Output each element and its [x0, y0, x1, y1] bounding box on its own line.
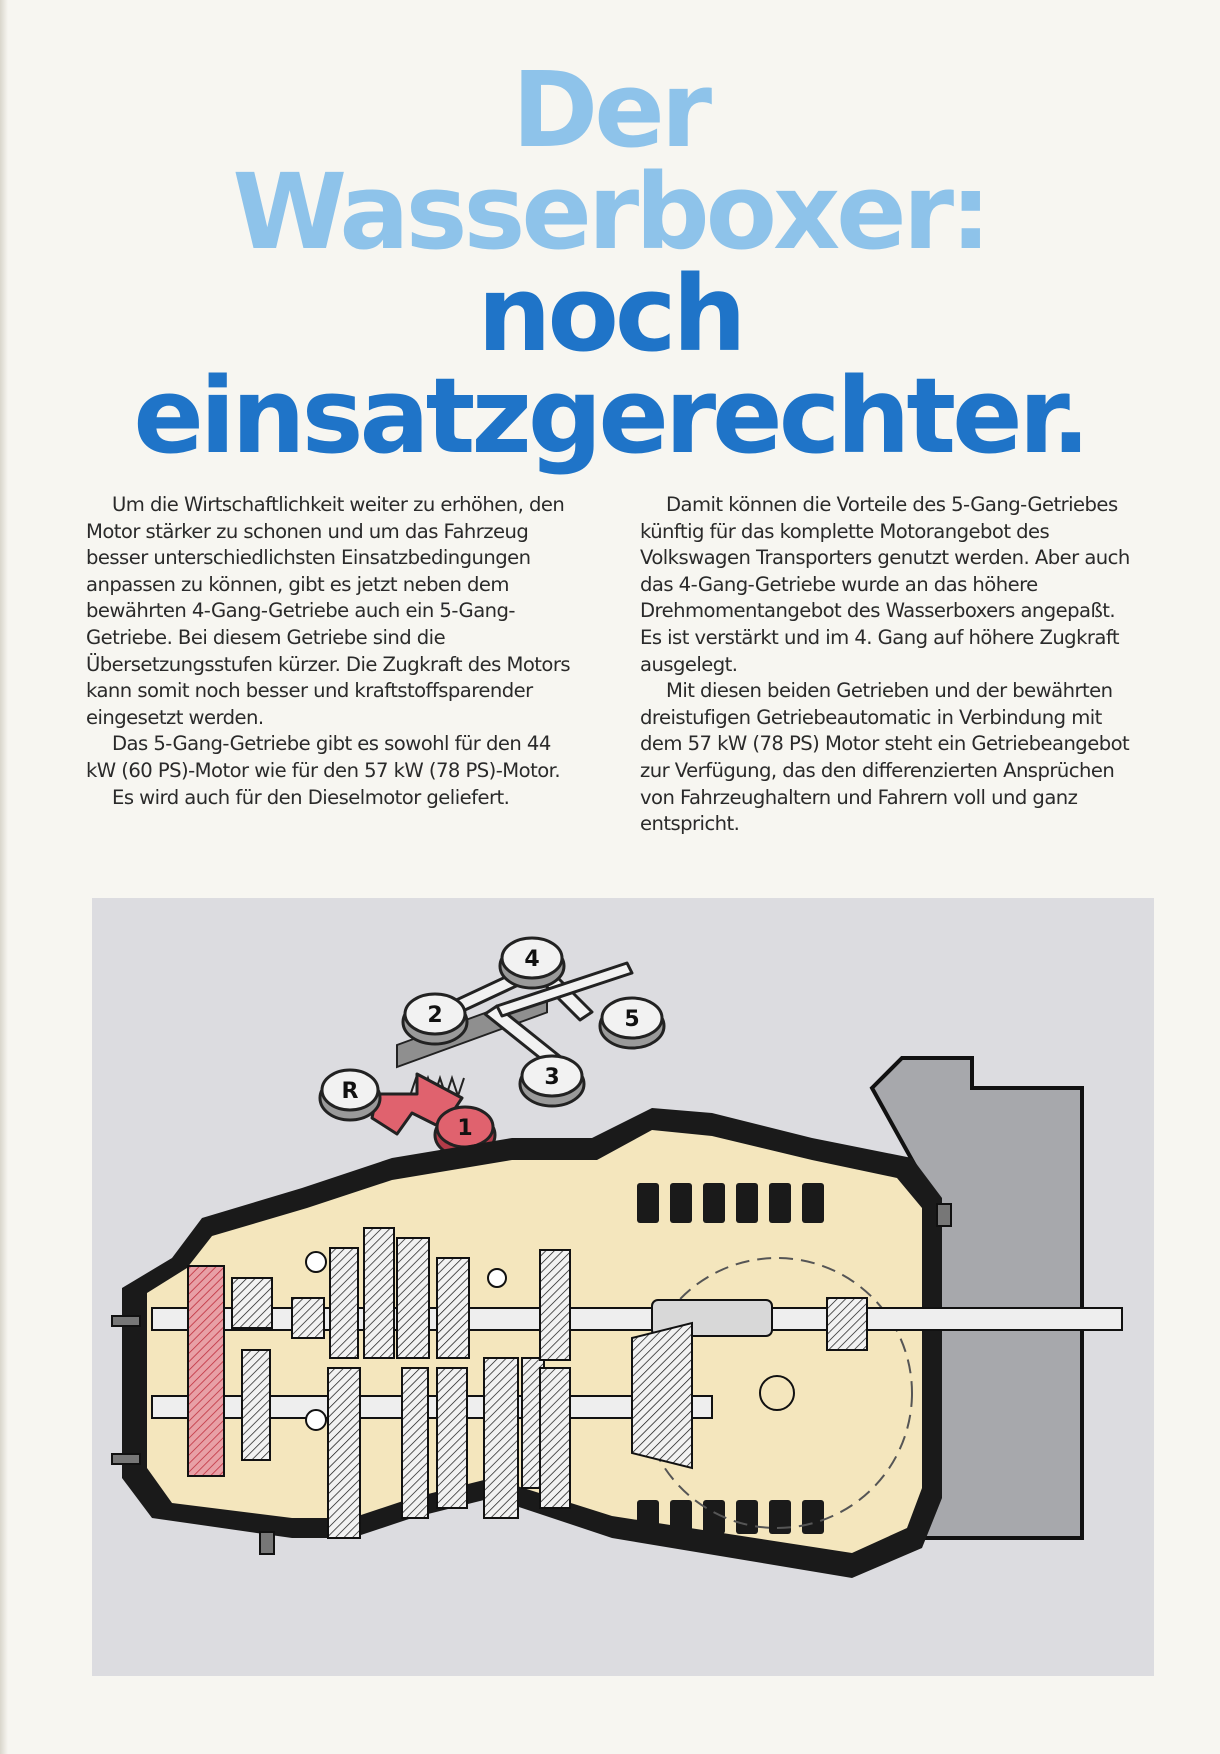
gear-disc-r: [320, 1070, 380, 1120]
body-paragraph: Mit diesen beiden Getrieben und der bewährten dreistufigen Getriebeautomatic in Verbindung mit dem 57 kW (78 PS) Motor steht ein Getriebeangebot zur Verfügung, das den differenzierten Ansprüchen von Fahrzeughaltern und Fahrern voll und ganz entspricht.: [640, 679, 1130, 836]
gear-label-r: R: [341, 1079, 359, 1104]
body-paragraph: Es wird auch für den Dieselmotor geliefert.: [112, 785, 510, 809]
gearbox-cutaway-drawing: [92, 898, 1154, 1676]
headline-line-noch: noch: [477, 252, 743, 375]
gearbox-illustration: [92, 898, 1154, 1676]
gear-disc-3: [520, 1056, 584, 1106]
headline-line-einsatzgerechter: einsatzgerechter.: [133, 354, 1087, 477]
gear-disc-2: [403, 994, 467, 1044]
body-left-column: [86, 492, 571, 811]
gear-disc-4: [500, 938, 564, 988]
body-right-column: [640, 492, 1130, 838]
headline-line-wasserboxer: Wasserboxer:: [232, 150, 988, 273]
body-paragraph: Um die Wirtschaftlichkeit weiter zu erhöhen, den Motor stärker zu schonen und um das Fahrzeug besser unterschiedlichsten Einsatzbedingungen anpassen zu können, gibt es jetzt neben dem bewährten 4-Gang-Getriebe auch ein 5-Gang-Getriebe. Bei diesem Getriebe sind die Übersetzungsstufen kürzer. Die Zugkraft des Motors kann somit noch besser und kraftstoffsparender eingesetzt werden.: [86, 493, 571, 729]
gear-label-5: 5: [624, 1007, 640, 1032]
gear-label-1: 1: [457, 1116, 473, 1141]
gear-label-3: 3: [544, 1065, 560, 1090]
shift-gate-diagram: [320, 938, 664, 1157]
body-paragraph: Das 5-Gang-Getriebe gibt es sowohl für den 44 kW (60 PS)-Motor wie für den 57 kW (78 PS)-Motor.: [86, 732, 561, 782]
headline: [0, 49, 1220, 477]
gear-label-4: 4: [524, 947, 540, 972]
gear-label-2: 2: [427, 1003, 443, 1028]
gear-disc-5: [600, 998, 664, 1048]
body-paragraph: Damit können die Vorteile des 5-Gang-Getriebes künftig für das komplette Motorangebot des Volkswagen Transporters genutzt werden. Aber auch das 4-Gang-Getriebe wurde an das höhere Drehmomentangebot des Wasserboxers angepaßt. Es ist verstärkt und im 4. Gang auf höhere Zugkraft ausgelegt.: [640, 493, 1130, 676]
headline-line-der: Der: [511, 49, 709, 171]
